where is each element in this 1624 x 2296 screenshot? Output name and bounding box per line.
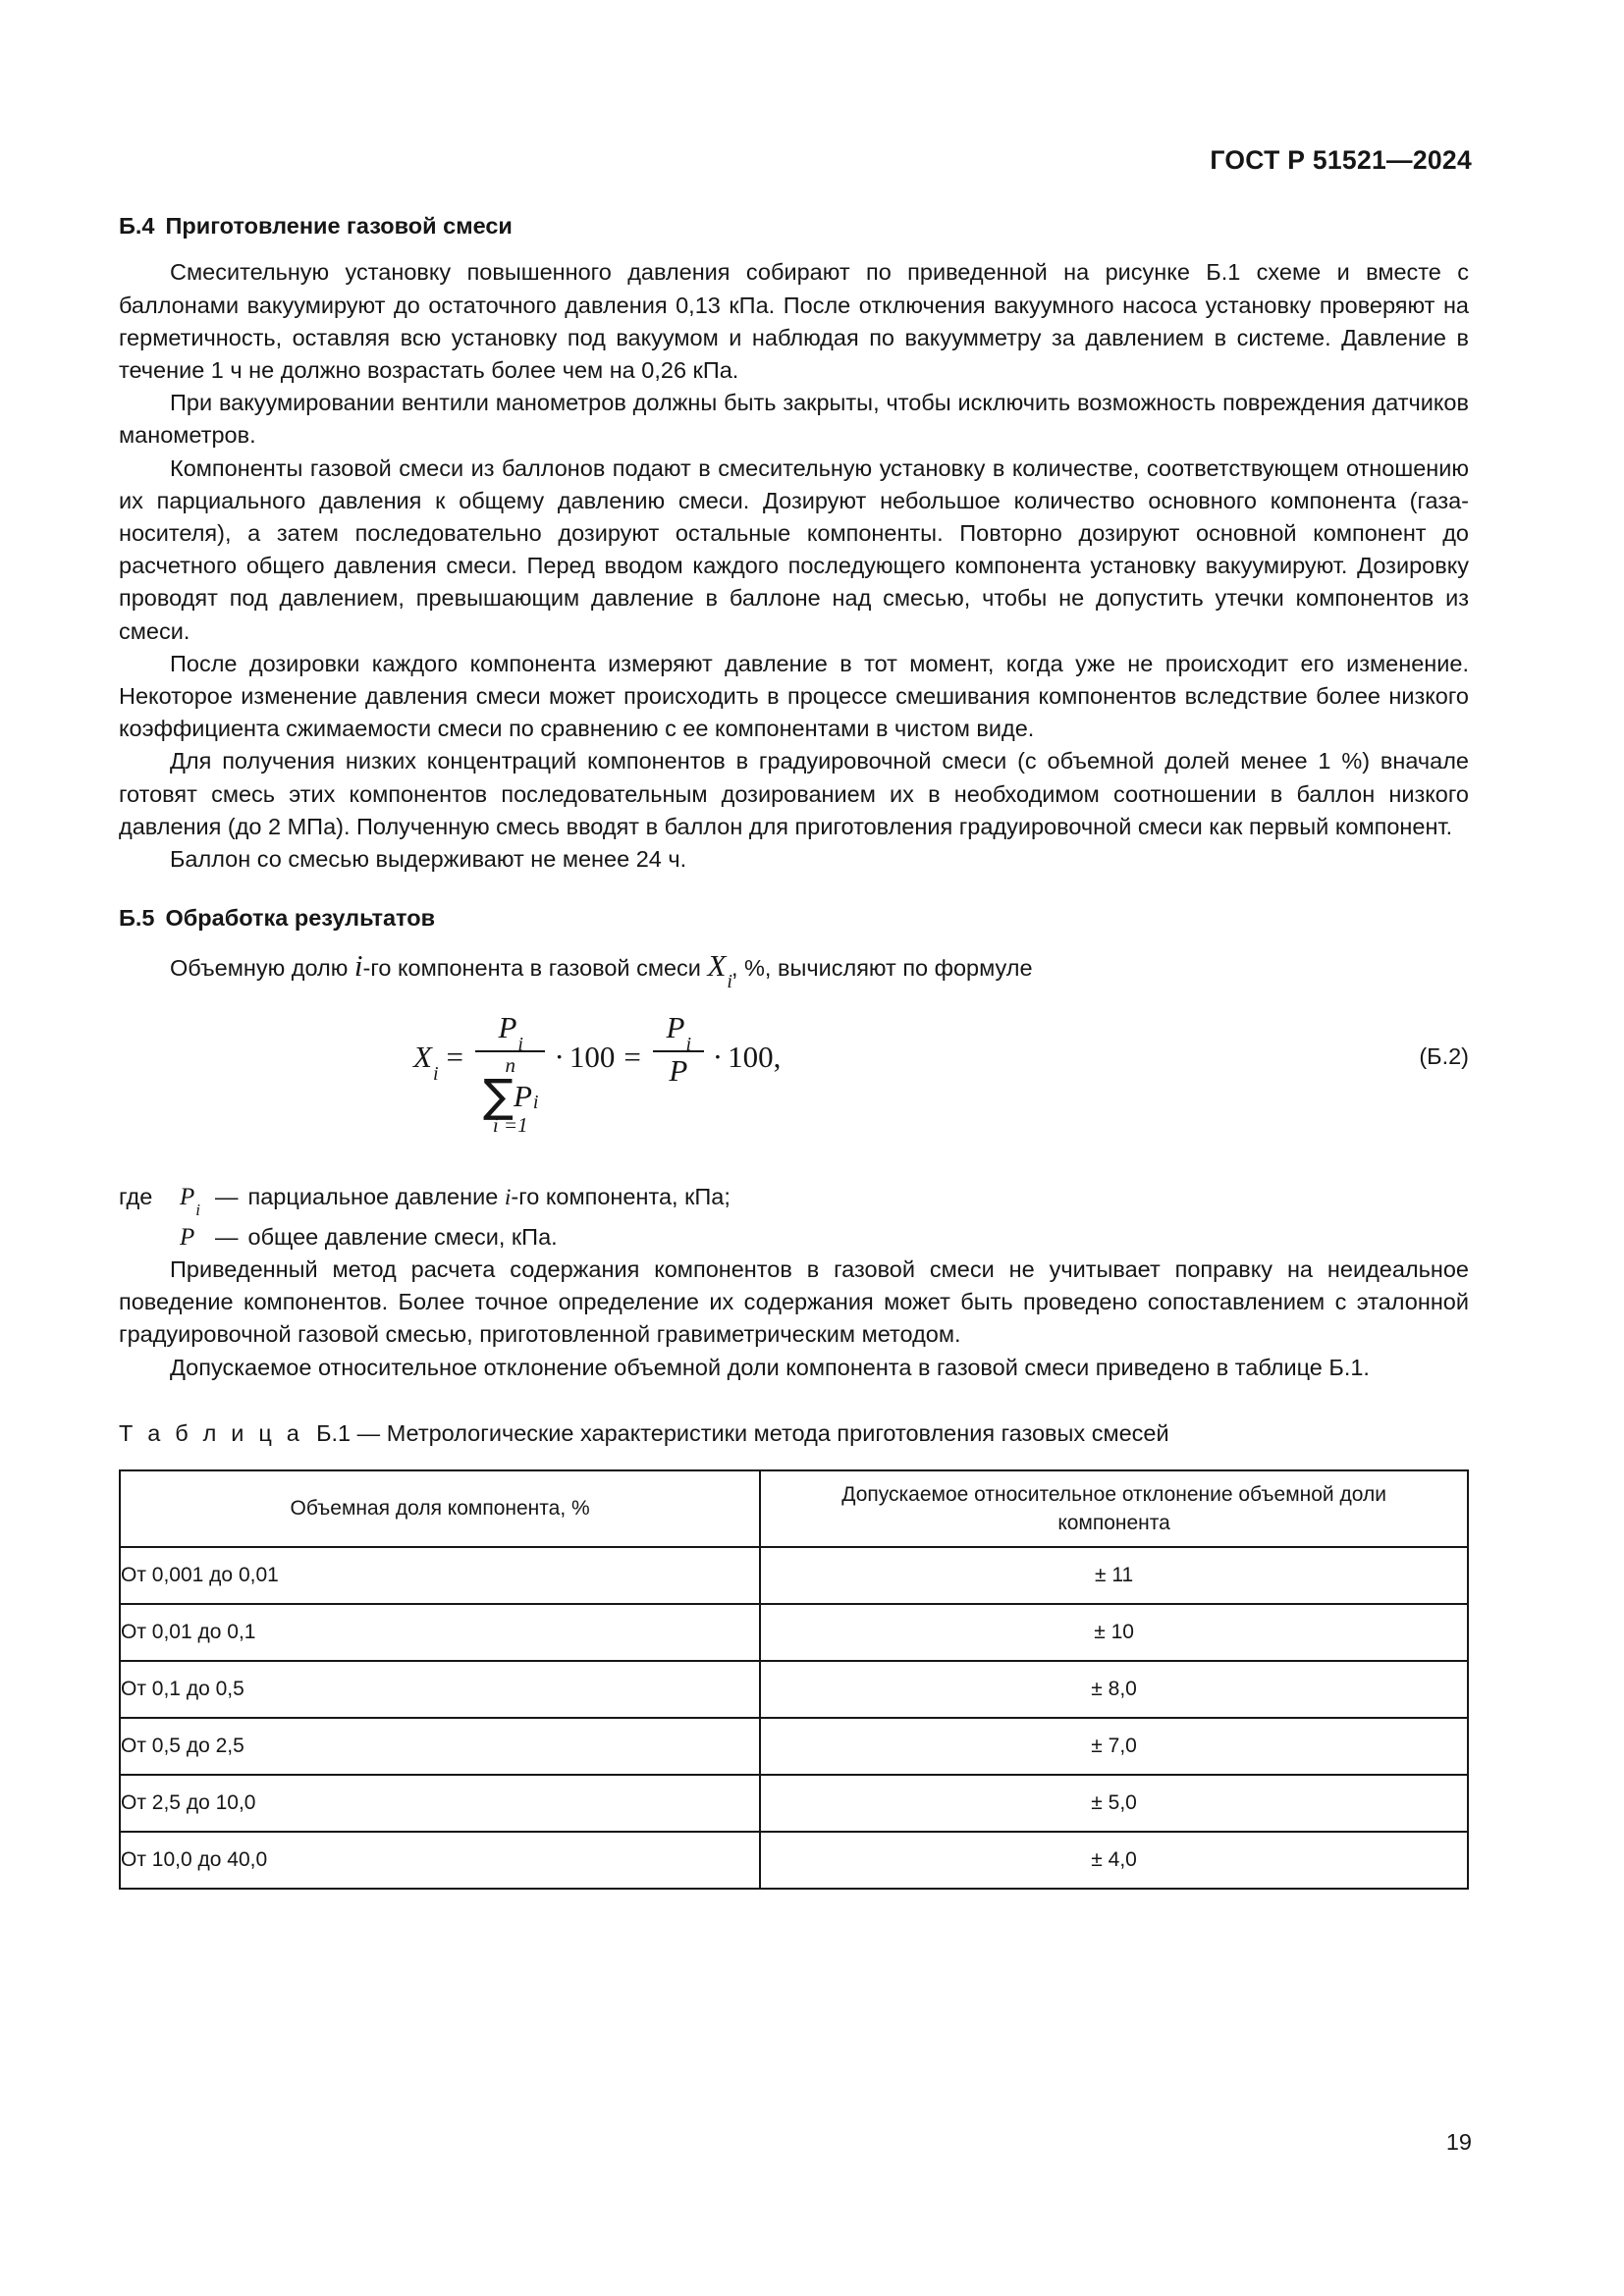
table-cell-deviation: ± 8,0 xyxy=(760,1661,1468,1718)
table-cell-deviation: ± 4,0 xyxy=(760,1832,1468,1889)
legend-definition-1-part2: -го компонента, кПа; xyxy=(511,1183,731,1209)
table-cell-range: От 0,1 до 0,5 xyxy=(120,1661,760,1718)
formula-fraction-numerator xyxy=(490,1009,530,1055)
legend-dash-2: — xyxy=(215,1223,239,1250)
section-heading-b4 xyxy=(119,212,1469,240)
sigma-icon: ∑ xyxy=(482,1068,514,1122)
formula-numerator-variable: P xyxy=(498,1009,517,1044)
table-cell-range: От 0,001 до 0,01 xyxy=(120,1547,760,1604)
section-heading-b5 xyxy=(119,904,1469,933)
legend-definition-1 xyxy=(248,1181,731,1214)
table-cell-deviation: ± 10 xyxy=(760,1604,1468,1661)
section-title-b5: Обработка результатов xyxy=(165,905,436,932)
formula-hundred-1: 100 xyxy=(568,1039,616,1074)
legend-dash-1: — xyxy=(215,1183,239,1209)
summation-body-variable: P xyxy=(513,1078,532,1113)
table-header-deviation: Допускаемое относительное отклонение объемной доли компонента xyxy=(760,1470,1468,1547)
table-row xyxy=(120,1775,1468,1832)
section-title-b4: Приготовление газовой смеси xyxy=(165,213,513,239)
page-number: 19 xyxy=(1445,2129,1472,2155)
formula-legend xyxy=(119,1181,1469,1254)
paragraph-b4-6: Баллон со смесью выдерживают не менее 24 ч. xyxy=(170,846,687,873)
formula-expression xyxy=(413,1009,782,1138)
paragraph-b4-5: Для получения низких концентраций компонентов в градуировочной смеси (с объемной долей менее 1 %) вначале готовят смесь этих компонентов последовательным дозированием их в необходимом соотношении в баллон низкого давления (до 2 МПа). Полученную смесь вводят в баллон для приготовления градуировочной смеси как первый компонент. xyxy=(119,748,1469,839)
formula-second-numerator xyxy=(659,1009,699,1055)
legend-row-p-i xyxy=(119,1181,1469,1221)
table-cell-range: От 0,01 до 0,1 xyxy=(120,1604,760,1661)
summation-body-row xyxy=(482,1068,539,1122)
formula-lhs xyxy=(413,1012,439,1085)
summation-lower-limit: i =1 xyxy=(492,1113,528,1138)
table-caption xyxy=(119,1417,1469,1450)
paragraph-b5-after-2: Допускаемое относительное отклонение объемной доли компонента в газовой смеси приведено в таблице Б.1. xyxy=(170,1354,1370,1380)
section-number-b5: Б.5 xyxy=(119,905,155,932)
table-row xyxy=(120,1604,1468,1661)
table-row xyxy=(120,1718,1468,1775)
page-content xyxy=(119,212,1469,1890)
legend-symbol-p-i-letter: P xyxy=(180,1183,195,1210)
table-body xyxy=(120,1547,1468,1889)
table-caption-dash: — xyxy=(356,1419,381,1446)
table-caption-number: Б.1 xyxy=(316,1419,352,1446)
paragraph-b4-2: При вакуумировании вентили манометров должны быть закрыты, чтобы исключить возможность повреждения датчиков манометров. xyxy=(119,390,1469,449)
table-cell-range: От 2,5 до 10,0 xyxy=(120,1775,760,1832)
legend-symbol-p-i-subscript: i xyxy=(195,1200,201,1219)
formula-lhs-variable: X xyxy=(413,1039,432,1074)
table-row xyxy=(120,1832,1468,1889)
table-cell-range: От 0,5 до 2,5 xyxy=(120,1718,760,1775)
formula-lhs-subscript: i xyxy=(432,1062,439,1085)
table-cell-deviation: ± 11 xyxy=(760,1547,1468,1604)
table-row xyxy=(120,1661,1468,1718)
paragraph-b4-1: Смесительную установку повышенного давления собирают по приведенной на рисунке Б.1 схеме и вместе с баллонами вакуумируют до остаточного давления 0,13 кПа. После отключения вакуумного насоса установку проверяют на герметичность, оставляя всю установку под вакуумом и наблюдая по вакуумметру за давлением в системе. Давление в течение 1 ч не должно возрастать более чем на 0,26 кПа. xyxy=(119,259,1469,383)
formula-fraction-denominator xyxy=(475,1052,546,1136)
table-row xyxy=(120,1547,1468,1604)
table-caption-text: Метрологические характеристики метода приготовления газовых смесей xyxy=(386,1419,1169,1446)
formula-intro-part2: -го компонента в газовой смеси xyxy=(362,954,708,981)
legend-symbol-p-letter: P xyxy=(180,1223,195,1251)
summation-body-subscript: i xyxy=(532,1092,539,1114)
running-header-standard-id: ГОСТ Р 51521—2024 xyxy=(1210,145,1472,175)
metrology-characteristics-table xyxy=(119,1469,1469,1890)
table-header-row xyxy=(120,1470,1468,1547)
formula-intro-part3: , %, вычисляют по формуле xyxy=(731,954,1033,981)
table-cell-range: От 10,0 до 40,0 xyxy=(120,1832,760,1889)
formula-second-numerator-subscript: i xyxy=(685,1033,692,1055)
formula-intro-part1: Объемную долю xyxy=(170,954,354,981)
legend-definition-1-part1: парциальное давление xyxy=(247,1183,505,1209)
formula-second-fraction xyxy=(653,1009,704,1088)
paragraph-b5-after-1: Приведенный метод расчета содержания компонентов в газовой смеси не учитывает поправку на неидеальное поведение компонентов. Более точное определение их содержания может быть проведено сопоставлением с эталонной градуировочной газовой смесью, приготовленной гравиметрическим методом. xyxy=(119,1255,1469,1348)
legend-definition-2: общее давление смеси, кПа. xyxy=(247,1223,558,1250)
formula-second-denominator xyxy=(661,1052,695,1086)
paragraph-b4-4: После дозировки каждого компонента измеряют давление в тот момент, когда уже не происходит его изменение. Некоторое изменение давления смеси может происходить в процессе смешивания компонентов вследствие более низкого коэффициента сжимаемости смеси по сравнению с ее компонентами в чистом виде. xyxy=(119,650,1469,742)
formula-multiplication-dot-2: · xyxy=(712,1039,724,1074)
formula-intro-x-subscript: i xyxy=(727,971,732,993)
legend-row-p xyxy=(119,1221,1469,1254)
formula-block-b2 xyxy=(119,1010,1469,1157)
table-cell-deviation: ± 5,0 xyxy=(760,1775,1468,1832)
legend-symbol-p-i xyxy=(180,1181,215,1221)
summation-operator xyxy=(482,1052,539,1138)
formula-main-fraction xyxy=(475,1009,546,1138)
paragraph-b4-3: Компоненты газовой смеси из баллонов подают в смесительную установку в количестве, соответствующем отношению их парциального давления к общему давлению смеси. Дозируют небольшое количество основного компонента (газа-носителя), а затем последовательно дозируют остальные компоненты. Повторно дозируют основной компонент до расчетного общего давления смеси. Перед вводом каждого последующего компонента установку вакуумируют. Дозировку проводят под давлением, превышающим давление в баллоне над смесью, чтобы не допустить утечки компонентов из смеси. xyxy=(119,454,1469,644)
formula-intro-i-symbol: i xyxy=(353,947,363,983)
formula-second-denominator-variable: P xyxy=(669,1052,688,1088)
formula-multiplication-dot-1: · xyxy=(554,1039,565,1074)
formula-intro-x-symbol: X xyxy=(707,947,727,983)
formula-intro-text xyxy=(119,949,1469,992)
formula-equals-1: = xyxy=(446,1039,463,1074)
formula-hundred-2: 100, xyxy=(728,1039,782,1074)
section-number-b4: Б.4 xyxy=(119,213,155,239)
legend-where-label: где xyxy=(119,1183,153,1209)
legend-symbol-p xyxy=(180,1221,215,1254)
summation-upper-limit: n xyxy=(505,1052,515,1077)
equation-number-b2: (Б.2) xyxy=(1419,1042,1469,1069)
table-header-volume-fraction: Объемная доля компонента, % xyxy=(120,1470,760,1547)
formula-second-numerator-variable: P xyxy=(666,1009,685,1044)
table-cell-deviation: ± 7,0 xyxy=(760,1718,1468,1775)
formula-numerator-subscript: i xyxy=(517,1033,523,1055)
legend-definition-1-italic: i xyxy=(504,1184,512,1210)
formula-equals-2: = xyxy=(623,1039,641,1074)
table-caption-word: Т а б л и ц а xyxy=(119,1419,304,1446)
